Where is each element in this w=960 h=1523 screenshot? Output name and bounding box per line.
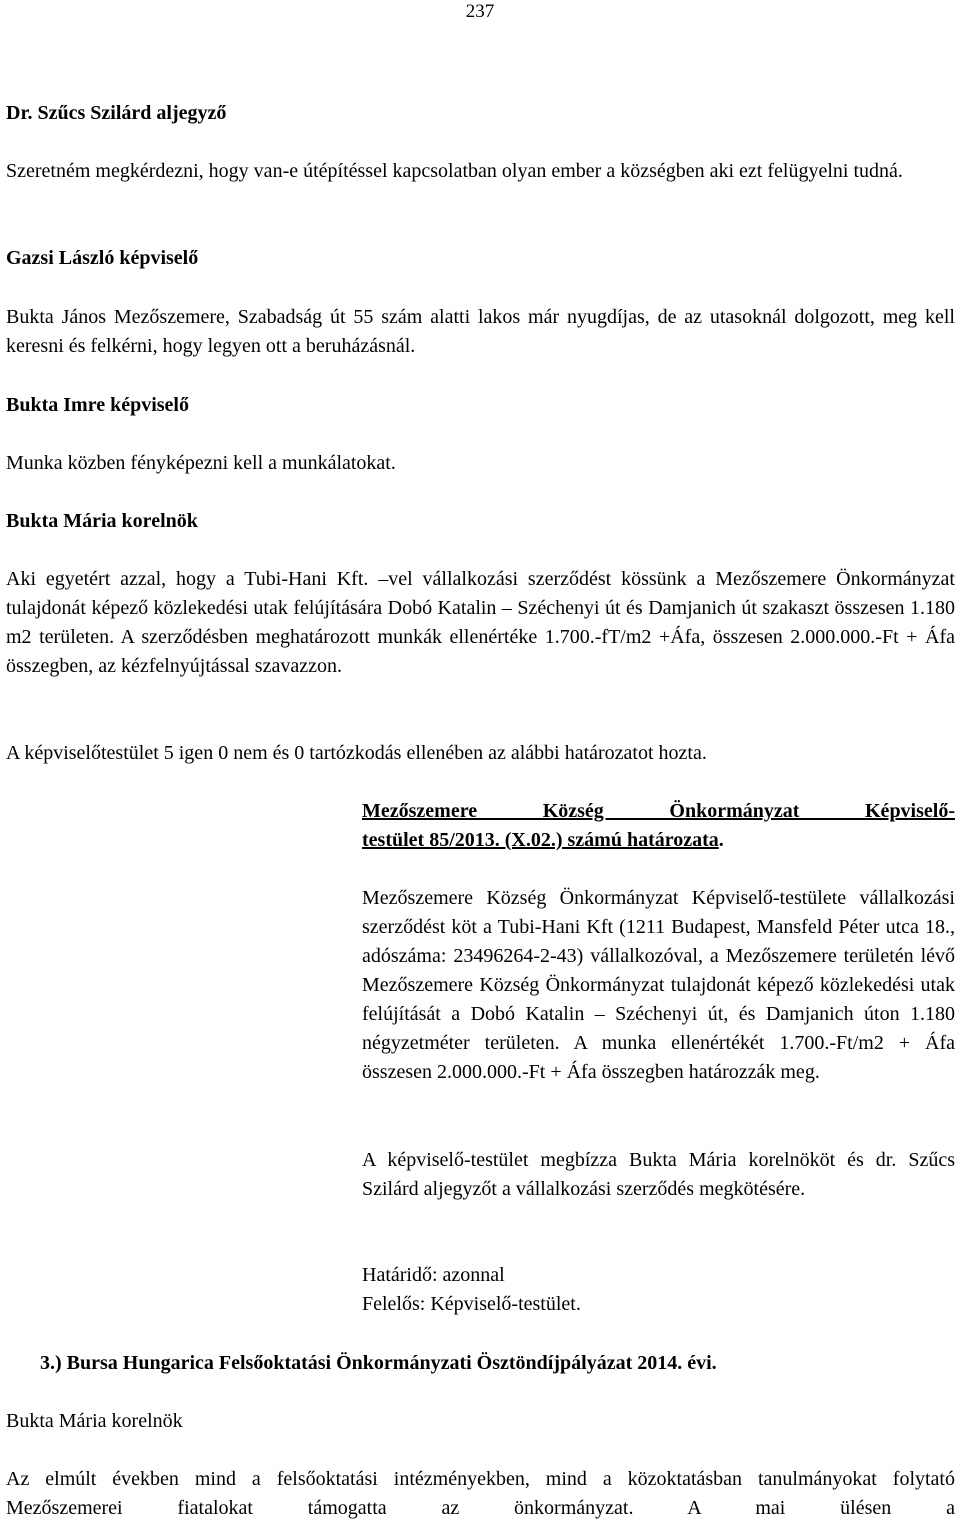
speaker-heading: Bukta Imre képviselő	[6, 394, 189, 416]
paragraph: Aki egyetért azzal, hogy a Tubi-Hani Kft. –vel vállalkozási szerződést kössünk a Mezőszemere Önkormányzat tulajdonát képező közlekedési utak felújítására Dobó Katalin – Széchenyi út és Damjanich út szakaszt összesen 1.180 m2 területen. A szerződésben meghatározott munkák ellenértéke 1.700.-fT/m2 +Áfa, összesen 2.000.000.-Ft + Áfa összegben, az kézfelnyújtással szavazzon.	[6, 568, 955, 677]
paragraph: Bukta János Mezőszemere, Szabadság út 55 szám alatti lakos már nyugdíjas, de az utasoknál dolgozott, meg kell keresni és felkérni, hogy legyen ott a beruházásnál.	[6, 306, 955, 357]
speaker-heading: Bukta Mária korelnök	[6, 510, 198, 532]
paragraph: A képviselőtestület 5 igen 0 nem és 0 tartózkodás ellenében az alábbi határozatot hozta.	[6, 742, 707, 764]
resolution-title-line2	[362, 826, 955, 855]
resolution-body: A képviselő-testület megbízza Bukta Mária korelnököt és dr. Szűcs Szilárd aljegyzőt a vállalkozási szerződés megkötésére.	[362, 1149, 955, 1200]
speaker-heading: Dr. Szűcs Szilárd aljegyző	[6, 102, 227, 124]
section-heading: 3.) Bursa Hungarica Felsőoktatási Önkormányzati Ösztöndíjpályázat 2014. évi.	[40, 1352, 717, 1374]
resolution-responsible: Felelős: Képviselő-testület.	[362, 1293, 581, 1315]
page-number: 237	[465, 1, 495, 22]
resolution-title-suffix: .	[718, 829, 724, 851]
paragraph: Munka közben fényképezni kell a munkálatokat.	[6, 452, 396, 474]
paragraph: Szeretném megkérdezni, hogy van-e útépítéssel kapcsolatban olyan ember a községben aki ezt felügyelni tudná.	[6, 160, 903, 182]
speaker-heading: Bukta Mária korelnök	[6, 1410, 183, 1432]
resolution-title-text: testület 85/2013. (X.02.) számú határozata	[362, 829, 719, 851]
resolution-title-text: Mezőszemere Község Önkormányzat Képviselő-	[362, 800, 955, 822]
resolution-title-line1	[362, 797, 955, 826]
resolution-body: Mezőszemere Község Önkormányzat Képviselő-testülete vállalkozási szerződést köt a Tubi-Hani Kft (1211 Budapest, Mansfeld Péter utca 18., adószáma: 23496264-2-43) vállalkozóval, a Mezőszemere területén lévő Mezőszemere Község Önkormányzat tulajdonát képező közlekedési utak felújítását a Dobó Katalin – Széchenyi út, és Damjanich úton 1.180 négyzetméter területen. A munka ellenértékét 1.700.-Ft/m2 + Áfa összesen 2.000.000.-Ft + Áfa összegben határozzák meg.	[362, 887, 955, 1083]
resolution-deadline: Határidő: azonnal	[362, 1264, 505, 1286]
paragraph: Az elmúlt években mind a felsőoktatási intézményekben, mind a közoktatásban tanulmányokat folytató Mezőszemerei fiatalokat támogatta az önkormányzat. A mai ülésen a	[6, 1468, 955, 1519]
speaker-heading: Gazsi László képviselő	[6, 247, 199, 269]
